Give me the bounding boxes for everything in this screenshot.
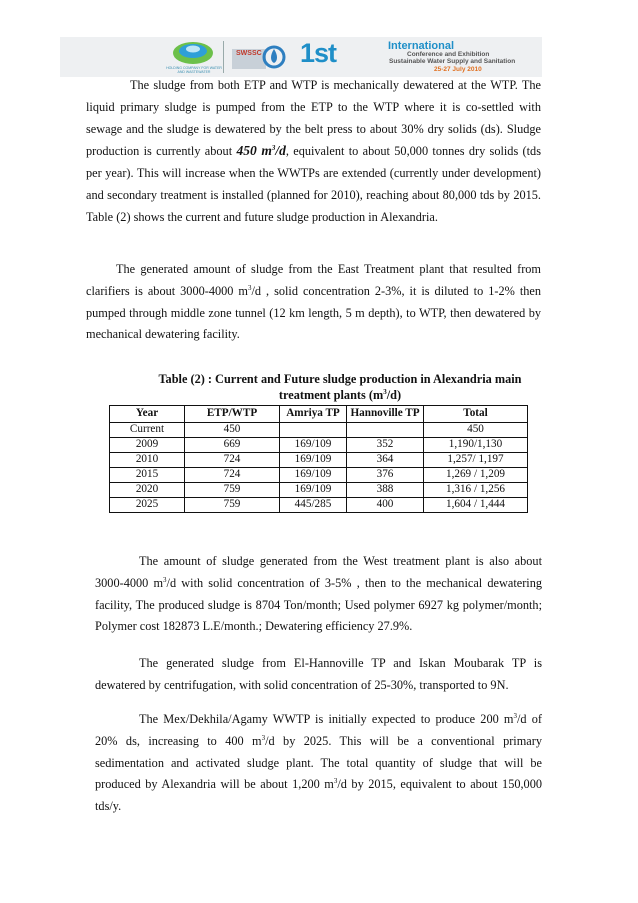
event-number: 1st: [300, 38, 337, 68]
paragraph-1: The sludge from both ETP and WTP is mechanically dewatered at the WTP. The liquid primary sludge is pumped from the ETP to the WTP where it is co-settled with sewage and the sludge is dewatered by the belt press to about 30% dry solids (ds). Sludge production is currently about 450 $m^3/d$, equivalent to about 50,000 tonnes dry solids (tds per year). This will increase when the WWTPs are extended (currently under development) and secondary treatment is installed (planned for 2010), reaching about 80,000 tds by 2015. Table (2) shows the current and future sludge production in Alexandria.: [86, 78, 541, 224]
table-cell: 759: [185, 482, 280, 497]
column-header: Year: [110, 406, 185, 423]
table-row: [110, 497, 528, 512]
sludge-production-table: [109, 405, 528, 513]
table-cell: 352: [347, 437, 424, 452]
table-cell: 759: [185, 497, 280, 512]
swssc-logo-icon: [230, 41, 292, 73]
table-cell: [280, 422, 347, 437]
column-header: Total: [424, 406, 528, 423]
table-cell: 364: [347, 452, 424, 467]
table-cell: 1,316 / 1,256: [424, 482, 528, 497]
column-header: Hannoville TP: [347, 406, 424, 423]
table-cell: 2010: [110, 452, 185, 467]
table-cell: 169/109: [280, 437, 347, 452]
table-cell: 169/109: [280, 452, 347, 467]
table-cell: 1,257/ 1,197: [424, 452, 528, 467]
table-cell: 400: [347, 497, 424, 512]
table-cell: 2015: [110, 467, 185, 482]
column-header: Amriya TP: [280, 406, 347, 423]
table-cell: 445/285: [280, 497, 347, 512]
paragraph-2: The generated amount of sludge from the East Treatment plant that resulted from clarifiers is about 3000-4000 $m^3/d$ , solid concentration 2-3%, it is diluted to 1-2% then pumped through middle zone tunnel (12 km length, 5 m depth), to WTP, then dewatered by mechanical dewatering facility.: [86, 262, 541, 342]
table-cell: 169/109: [280, 467, 347, 482]
table-body: [110, 422, 528, 512]
table-caption: Table (2) : Current and Future sludge production in Alexandria main treatment plants $(m^3/d)$: [158, 372, 522, 402]
swssc-logo-text: SWSSC: [236, 50, 262, 57]
paragraph-4: The generated sludge from El-Hannoville TP and Iskan Moubarak TP is dewatered by centrifugation, with solid concentration of 25-30%, transported to 9N.: [95, 656, 542, 692]
table-cell: 2009: [110, 437, 185, 452]
table-cell: 450: [424, 422, 528, 437]
paragraph-3: The amount of sludge generated from the West treatment plant is also about 3000-4000 $m^3/d$ with solid concentration of 3-5% , then to the mechanical dewatering facility, The produced sludge is 8704 Ton/month; Used polymer 6927 kg polymer/month; Polymer cost 182873 L.E/month.; Dewatering efficiency 27.9%.: [95, 554, 543, 634]
table-cell: 1,604 / 1,444: [424, 497, 528, 512]
table-cell: Current: [110, 422, 185, 437]
table-row: [110, 482, 528, 497]
table-row: [110, 422, 528, 437]
table-row: [110, 452, 528, 467]
table-cell: 169/109: [280, 482, 347, 497]
conference-banner: [60, 37, 542, 77]
paragraph-5: The Mex/Dekhila/Agamy WWTP is initially expected to produce 200 $m^3/d$ of 20% ds, increasing to 400 $m^3/d$ by 2025. This will be a conventional primary sedimentation and activated sludge plant. The total quantity of sludge that will be produced by Alexandria will be about 1,200 $m^3/d$ by 2015, equivalent to about 150,000 tds/y.: [95, 712, 543, 814]
table-cell: 724: [185, 452, 280, 467]
table-cell: 1,269 / 1,209: [424, 467, 528, 482]
table-header-row: [110, 406, 528, 423]
table-cell: [347, 422, 424, 437]
table-row: [110, 437, 528, 452]
banner-theme: Sustainable Water Supply and Sanitation: [389, 58, 516, 65]
logo-divider: [223, 41, 224, 73]
table-cell: 724: [185, 467, 280, 482]
table-cell: 669: [185, 437, 280, 452]
banner-subtitle: Conference and Exhibition: [407, 51, 490, 58]
table-cell: 2020: [110, 482, 185, 497]
banner-dates: 25-27 July 2010: [434, 66, 482, 73]
table-cell: 376: [347, 467, 424, 482]
column-header: ETP/WTP: [185, 406, 280, 423]
banner-title: International: [388, 40, 455, 52]
logo-caption: HOLDING COMPANY FOR WATER AND WASTEWATER: [166, 66, 222, 74]
table-cell: 450: [185, 422, 280, 437]
table-cell: 1,190/1,130: [424, 437, 528, 452]
table-row: [110, 467, 528, 482]
table-cell: 2025: [110, 497, 185, 512]
table-cell: 388: [347, 482, 424, 497]
